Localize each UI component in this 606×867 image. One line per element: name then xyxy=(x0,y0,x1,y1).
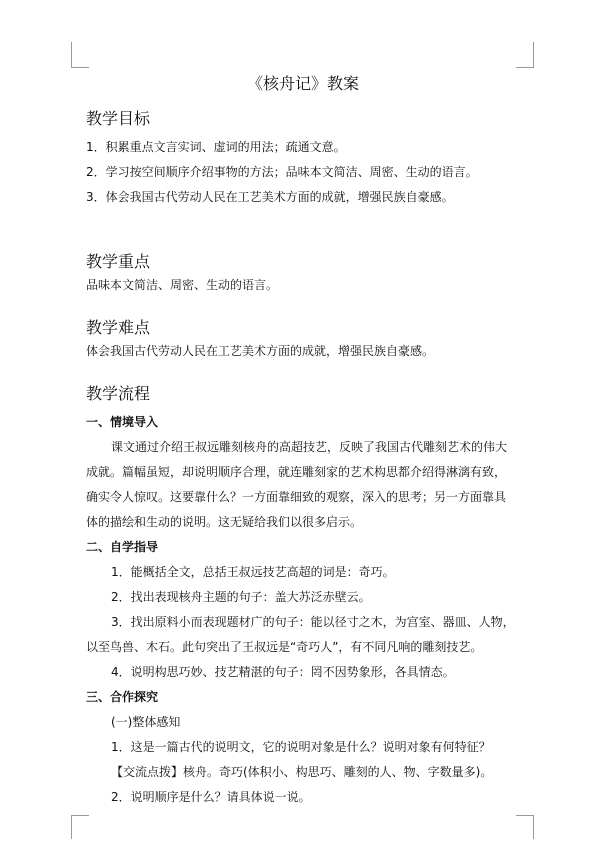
crop-mark-bottom-left xyxy=(71,815,72,839)
crop-mark-bottom-right-h xyxy=(516,815,534,816)
process-heading: 教学流程 xyxy=(86,384,151,403)
section-heading-cooperation: 三、合作探究 xyxy=(86,690,159,704)
paragraph-line: 以至鸟兽、木石。此句突出了王叔远是“奇巧人”，有不同凡响的雕刻技艺。 xyxy=(86,640,483,654)
goal-item: 3．体会我国古代劳动人民在工艺美术方面的成就，增强民族自豪感。 xyxy=(86,190,454,204)
paragraph-line: 2．找出表现核舟主题的句子：盖大苏泛赤壁云。 xyxy=(111,590,371,604)
crop-mark-top-right-h xyxy=(516,67,534,68)
difficulties-heading: 教学难点 xyxy=(86,318,151,337)
section-heading-self-study: 二、自学指导 xyxy=(86,540,159,554)
section-heading-intro: 一、情境导入 xyxy=(86,415,159,429)
paragraph-line: 体的描绘和生动的说明。这无疑给我们以很多启示。 xyxy=(86,515,363,529)
paragraph-line: 课文通过介绍王叔远雕刻核舟的高超技艺，反映了我国古代雕刻艺术的伟大 xyxy=(111,440,508,454)
crop-mark-top-left-h xyxy=(71,67,89,68)
crop-mark-top-right xyxy=(533,42,534,68)
goal-item: 1．积累重点文言实词、虚词的用法；疏通文意。 xyxy=(86,140,346,154)
subsection-heading: (一)整体感知 xyxy=(111,715,181,729)
paragraph-line: 3．找出原料小而表现题材广的句子：能以径寸之木，为宫室、器皿、人物， xyxy=(111,615,515,629)
goals-heading: 教学目标 xyxy=(86,109,151,128)
paragraph-line: 4．说明构思巧妙、技艺精湛的句子：罔不因势象形，各具情态。 xyxy=(111,665,455,679)
key-points-text: 品味本文简洁、周密、生动的语言。 xyxy=(86,278,279,292)
key-points-heading: 教学重点 xyxy=(86,252,151,271)
paragraph-line: 1．这是一篇古代的说明文，它的说明对象是什么？说明对象有何特征？ xyxy=(111,740,491,754)
paragraph-line: 【交流点拨】核舟。奇巧(体积小、构思巧、雕刻的人、物、字数量多)。 xyxy=(111,765,493,779)
goal-item: 2．学习按空间顺序介绍事物的方法；品味本文简洁、周密、生动的语言。 xyxy=(86,165,478,179)
crop-mark-bottom-left-h xyxy=(71,815,89,816)
crop-mark-top-left xyxy=(71,42,72,68)
document-title: 《核舟记》教案 xyxy=(246,74,359,93)
paragraph-line: 2．说明顺序是什么？请具体说一说。 xyxy=(111,790,311,804)
paragraph-line: 1．能概括全文，总括王叔远技艺高超的词是：奇巧。 xyxy=(111,565,395,579)
difficulties-text: 体会我国古代劳动人民在工艺美术方面的成就，增强民族自豪感。 xyxy=(86,344,435,358)
crop-mark-bottom-right xyxy=(533,815,534,839)
paragraph-line: 成就。篇幅虽短，却说明顺序合理，就连雕刻家的艺术构思都介绍得淋漓有致， xyxy=(86,465,507,479)
paragraph-line: 确实令人惊叹。这要靠什么？一方面靠细致的观察，深入的思考；另一方面靠具 xyxy=(86,490,507,504)
